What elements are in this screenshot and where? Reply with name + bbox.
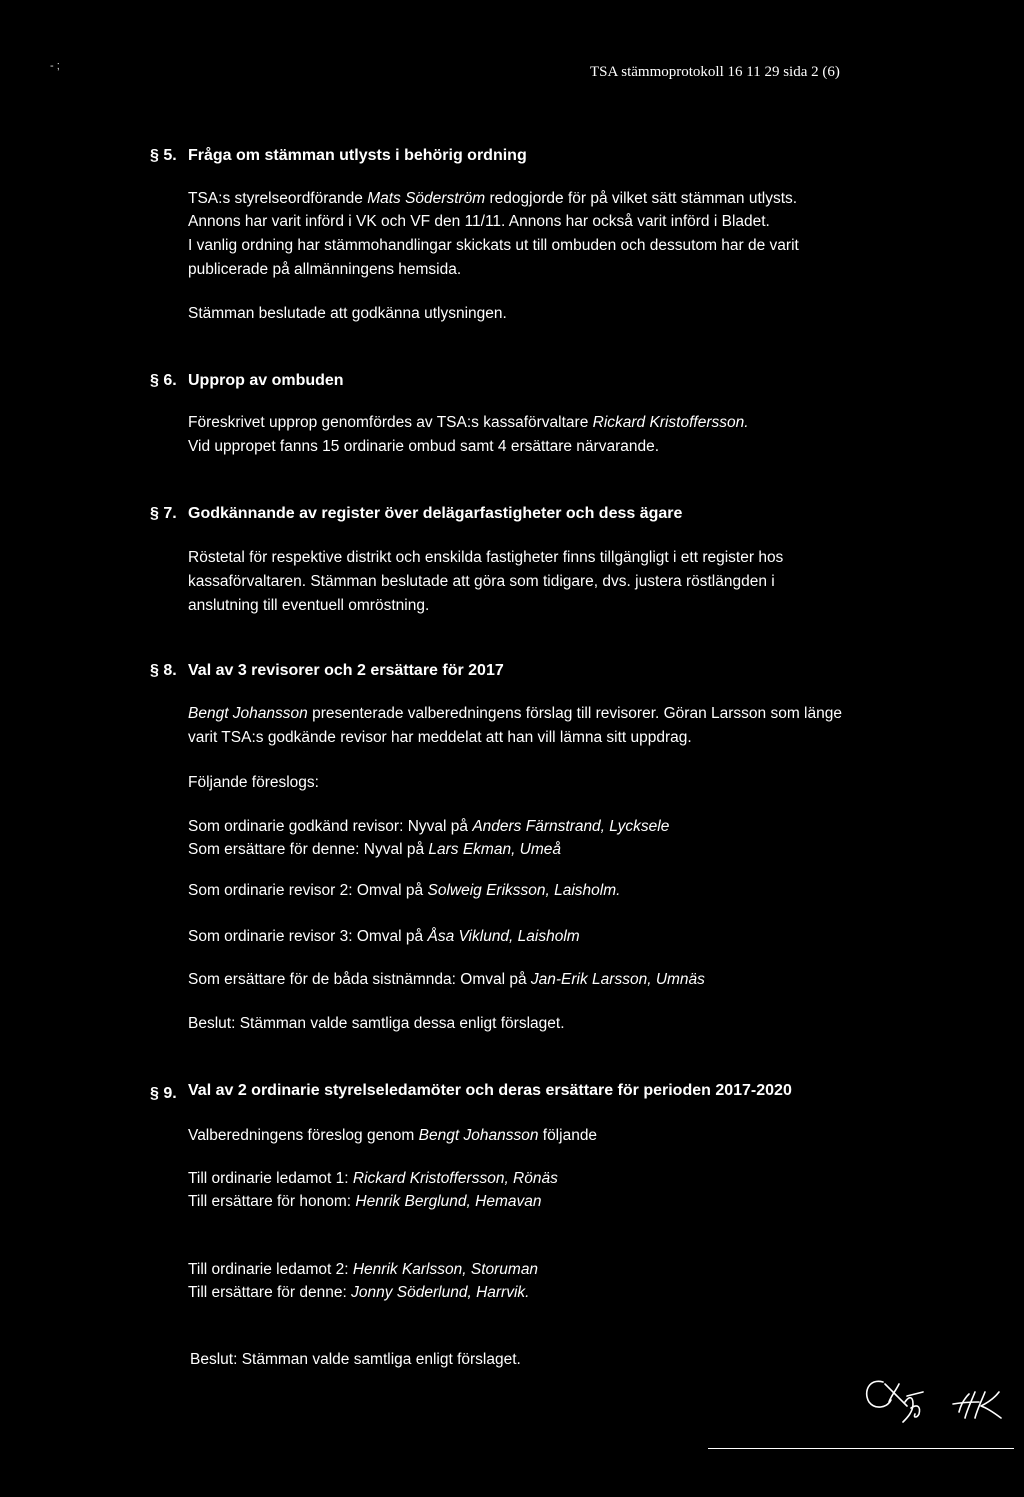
handwritten-initials-signature bbox=[855, 1362, 1015, 1432]
section-9-title: Val av 2 ordinarie styrelseledamöter och deras ersättare för perioden 2017-2020 bbox=[188, 1082, 792, 1099]
section-5-number: § 5. bbox=[150, 147, 177, 164]
section-7-number: § 7. bbox=[150, 505, 177, 522]
section-8-line-4: Som ordinarie godkänd revisor: Nyval på Anders Färnstrand, Lycksele bbox=[188, 818, 670, 835]
section-9-decision: Beslut: Stämman valde samtliga enligt förslaget. bbox=[190, 1351, 521, 1368]
section-8-line-3: Följande föreslogs: bbox=[188, 774, 319, 791]
section-7-line-1: Röstetal för respektive distrikt och enskilda fastigheter finns tillgängligt i ett register hos bbox=[188, 549, 784, 566]
section-7-line-2: kassaförvaltaren. Stämman beslutade att göra som tidigare, dvs. justera röstlängden i bbox=[188, 573, 775, 590]
section-9-line-4: Till ordinarie ledamot 2: Henrik Karlsson, Storuman bbox=[188, 1261, 539, 1278]
section-9-line-5: Till ersättare för denne: Jonny Söderlund, Harrvik. bbox=[188, 1284, 530, 1301]
section-6-title: Upprop av ombuden bbox=[188, 372, 344, 389]
section-5-line-2: Annons har varit införd i VK och VF den 11/11. Annons har också varit införd i Bladet. bbox=[188, 213, 770, 230]
section-6-number: § 6. bbox=[150, 372, 177, 389]
signature-line bbox=[708, 1448, 1014, 1449]
section-7-title: Godkännande av register över delägarfastigheter och dess ägare bbox=[188, 505, 683, 522]
section-9-line-1: Valberedningens föreslog genom Bengt Johansson följande bbox=[188, 1127, 598, 1144]
section-8-line-5: Som ersättare för denne: Nyval på Lars Ekman, Umeå bbox=[188, 841, 562, 858]
section-8-title: Val av 3 revisorer och 2 ersättare för 2017 bbox=[188, 662, 504, 679]
section-6-line-1: Föreskrivet upprop genomfördes av TSA:s kassaförvaltare Rickard Kristoffersson. bbox=[188, 414, 749, 431]
section-9-number: § 9. bbox=[150, 1085, 177, 1102]
section-5-decision: Stämman beslutade att godkänna utlysningen. bbox=[188, 305, 507, 322]
page-header: TSA stämmoprotokoll 16 11 29 sida 2 (6) bbox=[590, 64, 840, 80]
section-8-decision: Beslut: Stämman valde samtliga dessa enligt förslaget. bbox=[188, 1015, 565, 1032]
section-7-line-3: anslutning till eventuell omröstning. bbox=[188, 597, 430, 614]
section-9-line-2: Till ordinarie ledamot 1: Rickard Kristoffersson, Rönäs bbox=[188, 1170, 558, 1187]
corner-mark: - ; bbox=[50, 60, 60, 72]
section-5-line-1: TSA:s styrelseordförande Mats Söderström redogjorde för på vilket sätt stämman utlysts. bbox=[188, 190, 798, 207]
section-9-line-3: Till ersättare för honom: Henrik Berglund, Hemavan bbox=[188, 1193, 542, 1210]
section-6-line-2: Vid uppropet fanns 15 ordinarie ombud samt 4 ersättare närvarande. bbox=[188, 438, 660, 455]
section-8-line-7: Som ordinarie revisor 3: Omval på Åsa Viklund, Laisholm bbox=[188, 928, 580, 945]
section-5-title: Fråga om stämman utlysts i behörig ordning bbox=[188, 147, 527, 164]
section-8-line-2: varit TSA:s godkände revisor har meddelat att han vill lämna sitt uppdrag. bbox=[188, 729, 692, 746]
section-8-line-8: Som ersättare för de båda sistnämnda: Omval på Jan-Erik Larsson, Umnäs bbox=[188, 971, 705, 988]
section-8-line-6: Som ordinarie revisor 2: Omval på Solweig Eriksson, Laisholm. bbox=[188, 882, 621, 899]
section-5-line-4: publicerade på allmänningens hemsida. bbox=[188, 261, 462, 278]
section-5-line-3: I vanlig ordning har stämmohandlingar skickats ut till ombuden och dessutom har de varit bbox=[188, 237, 799, 254]
section-8-number: § 8. bbox=[150, 662, 177, 679]
section-8-line-1: Bengt Johansson presenterade valberedningens förslag till revisorer. Göran Larsson som länge bbox=[188, 705, 842, 722]
